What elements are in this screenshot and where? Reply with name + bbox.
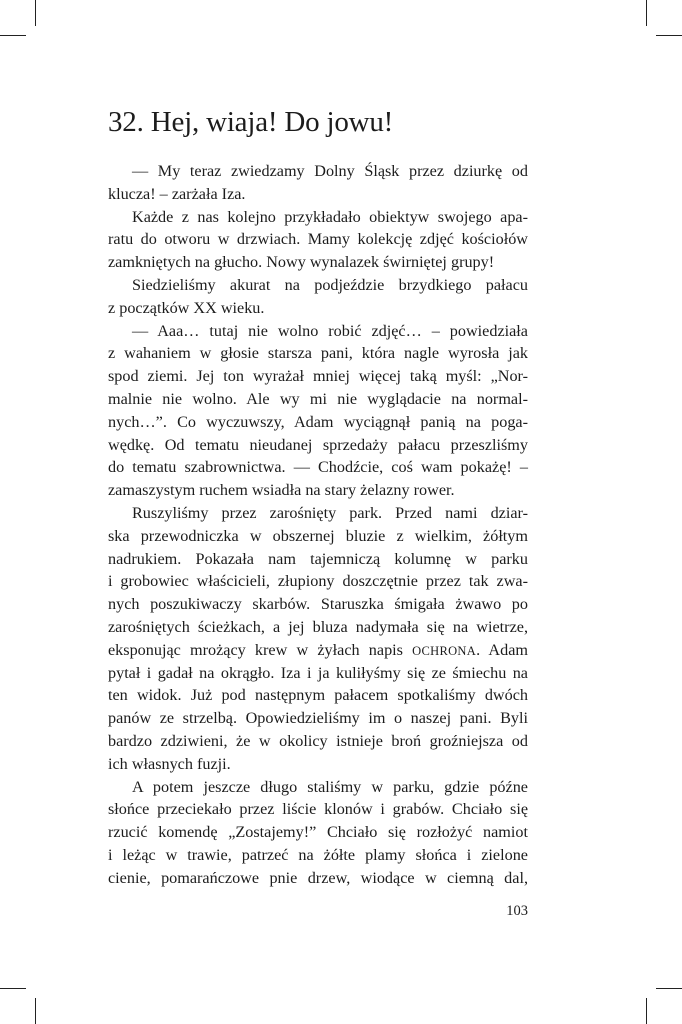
text-line: ten widok. Już pod następnym pałacem spotkaliśmy dwóch (108, 686, 528, 705)
text-line: panów ze strzelbą. Opowiedzieliśmy im o naszej pani. Byli (108, 709, 528, 728)
text-line: i leżąc w trawie, patrzeć na żółte plamy słońca i zielone (108, 845, 528, 864)
text-line: bardzo zdziwieni, że w okolicy istnieje broń groźniejsza od (108, 731, 528, 750)
text-line: Każde z nas kolejno przykładało obiektyw swojego apa- (132, 207, 528, 226)
smallcaps-word: OCHRONA (412, 643, 477, 658)
text-line: malnie nie wolno. Ale wy mi nie wyglądacie na normal- (108, 389, 528, 408)
text-line: nadrukiem. Pokazała nam tajemniczą kolumnę w parku (108, 549, 528, 568)
chapter-title: 32. Hej, wiaja! Do jowu! (108, 106, 394, 138)
text-line: spod ziemi. Jej ton wyrażał mniej więcej taką myśl: „Nor- (108, 367, 528, 386)
text-line: z początków XX wieku. (108, 298, 265, 317)
text-line: — Aaa… tutaj nie wolno robić zdjęć… – powiedziała (132, 321, 528, 340)
text-line: do tematu szabrownictwa. — Chodźcie, coś wam pokażę! – (108, 458, 528, 477)
text-line: Ruszyliśmy przez zarośnięty park. Przed nami dziar- (132, 503, 528, 522)
text-line: słońce przeciekało przez liście klonów i grabów. Chciało się (108, 800, 528, 819)
text-line: klucza! – zarżała Iza. (108, 184, 246, 203)
text-line: — My teraz zwiedzamy Dolny Śląsk przez dziurkę od (132, 162, 528, 180)
text-line: zamkniętych na głucho. Nowy wynalazek świrniętej grupy! (108, 253, 495, 272)
text-line: zarośniętych ścieżkach, a jej bluza nadymała się na wietrze, (108, 617, 528, 636)
crop-mark-bottom-right-horizontal (656, 988, 682, 989)
text-line: ska przewodniczka w obszernej bluzie z wielkim, żółtym (108, 526, 528, 545)
crop-mark-top-right-vertical (646, 0, 647, 26)
text-line: pytał i gadał na okrągło. Iza i ja kuliłyśmy się ze śmiechu na (108, 663, 528, 682)
crop-mark-bottom-left-vertical (35, 998, 36, 1024)
crop-mark-bottom-left-horizontal (0, 988, 26, 989)
text-line: ratu do otworu w drzwiach. Mamy kolekcję zdjęć kościołów (108, 230, 528, 249)
crop-mark-top-left-vertical (35, 0, 36, 26)
text-segment: eksponując mrożący krew w żyłach napis (108, 640, 413, 659)
text-line: i grobowiec właścicieli, złupiony doszczętnie przez tak zwa- (108, 572, 528, 591)
text-line: Siedzieliśmy akurat na podjeździe brzydkiego pałacu (132, 275, 528, 294)
crop-mark-bottom-right-vertical (646, 998, 647, 1024)
text-line: wędkę. Od tematu nieudanej sprzedaży pałacu przeszliśmy (108, 435, 528, 454)
text-line: ich własnych fuzji. (108, 754, 231, 773)
text-line (108, 639, 528, 662)
text-line: z wahaniem w głosie starsza pani, która nagle wyrosła jak (108, 344, 528, 363)
page-number: 103 (506, 903, 528, 919)
text-line: nych poszukiwaczy skarbów. Staruszka śmigała żwawo po (108, 595, 528, 614)
text-segment: . Adam (476, 640, 528, 659)
text-line: A potem jeszcze długo staliśmy w parku, gdzie późne (132, 777, 528, 796)
crop-mark-top-right-horizontal (656, 35, 682, 36)
body-text (108, 160, 528, 890)
crop-mark-top-left-horizontal (0, 35, 26, 36)
text-line: cienie, pomarańczowe pnie drzew, wiodące w ciemną dal, (108, 868, 528, 887)
text-line: zamaszystym ruchem wsiadła na stary żelazny rower. (108, 481, 455, 500)
text-line: nych…”. Co wyczuwszy, Adam wyciągnął panią na poga- (108, 412, 528, 431)
text-line: rzucić komendę „Zostajemy!” Chciało się rozłożyć namiot (108, 823, 528, 842)
